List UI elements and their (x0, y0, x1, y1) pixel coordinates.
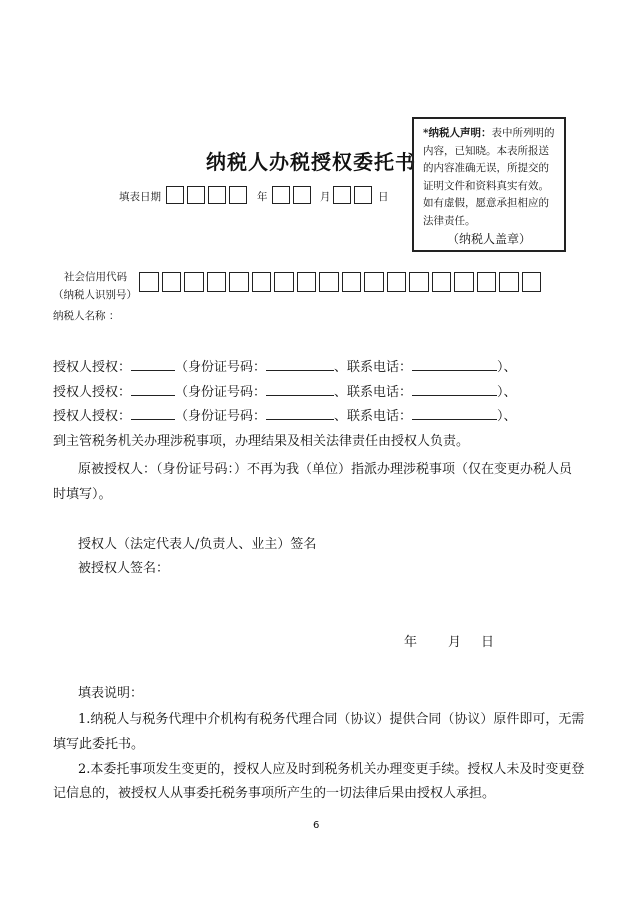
authorizee-row: 授权人授权： （身份证号码： 、联系电话： ）、 (53, 409, 517, 424)
fill-date-day-boxes[interactable] (333, 184, 375, 204)
credit-code-digit-box[interactable] (522, 272, 542, 292)
credit-code-digit-box[interactable] (162, 272, 182, 292)
fill-date-year-boxes[interactable] (166, 184, 250, 204)
year-digit-box[interactable] (208, 186, 226, 204)
former-authorizee-line-2: 时填写）。 (53, 487, 112, 502)
page-number: 6 (313, 820, 320, 831)
bottom-date-day: 日 (481, 635, 495, 650)
year-digit-box[interactable] (229, 186, 247, 204)
credit-code-label: 社会信用代码 (64, 271, 127, 283)
authorizee-row: 授权人授权： （身份证号码： 、联系电话： ）、 (53, 385, 517, 400)
credit-code-digit-box[interactable] (139, 272, 159, 292)
credit-code-digit-box[interactable] (229, 272, 249, 292)
declaration-seal-label: （纳税人盖章） (446, 232, 531, 246)
taxpayer-name-label: 纳税人名称 ： (53, 310, 120, 322)
taxpayer-declaration-box (412, 117, 566, 252)
credit-code-digit-box[interactable] (477, 272, 497, 292)
credit-code-digit-box[interactable] (432, 272, 452, 292)
year-digit-box[interactable] (166, 186, 184, 204)
credit-code-digit-box[interactable] (252, 272, 272, 292)
instruction-item-2: 2.本委托事项发生变更的，授权人应及时到税务机关办理变更手续。授权人未及时变更登 (78, 762, 585, 777)
credit-code-boxes[interactable] (139, 271, 544, 292)
credit-code-digit-box[interactable] (274, 272, 294, 292)
credit-code-digit-box[interactable] (297, 272, 317, 292)
authorizee-name-blank[interactable] (131, 383, 175, 396)
credit-code-digit-box[interactable] (207, 272, 227, 292)
id-number-blank[interactable] (266, 383, 334, 396)
credit-code-digit-box[interactable] (342, 272, 362, 292)
credit-code-digit-box[interactable] (184, 272, 204, 292)
day-digit-box[interactable] (354, 186, 372, 204)
authorizer-signature-label: 授权人（法定代表人/负责人、业主）签名 (78, 537, 317, 552)
credit-code-digit-box[interactable] (454, 272, 474, 292)
document-title: 纳税人办税授权委托书 (206, 150, 416, 174)
id-number-blank[interactable] (266, 358, 334, 371)
month-digit-box[interactable] (272, 186, 290, 204)
authorizee-name-blank[interactable] (131, 358, 175, 371)
credit-code-digit-box[interactable] (499, 272, 519, 292)
instructions-heading: 填表说明： (78, 686, 144, 701)
month-unit: 月 (320, 191, 331, 203)
authorizee-signature-label: 被授权人签名： (78, 561, 170, 576)
id-number-blank[interactable] (266, 407, 334, 420)
year-unit: 年 (257, 191, 268, 203)
fill-date-month-boxes[interactable] (272, 184, 314, 204)
phone-blank[interactable] (412, 383, 497, 396)
body-paragraph: 到主管税务机关办理涉税事项，办理结果及相关法律责任由授权人负责。 (53, 434, 470, 449)
declaration-text: 表中所列明的内容，已知晓。本表所报送的内容准确无误，所提交的证明文件和资料真实有效。如有虚假，愿意承担相应的法律责任。 (423, 127, 555, 227)
phone-blank[interactable] (412, 358, 497, 371)
credit-code-digit-box[interactable] (364, 272, 384, 292)
day-digit-box[interactable] (333, 186, 351, 204)
year-digit-box[interactable] (187, 186, 205, 204)
instruction-item-1-cont: 填写此委托书。 (53, 737, 145, 752)
declaration-heading: *纳税人声明： (423, 127, 492, 139)
fill-date-label: 填表日期 (119, 191, 161, 203)
credit-code-digit-box[interactable] (409, 272, 429, 292)
credit-code-digit-box[interactable] (319, 272, 339, 292)
day-unit: 日 (378, 191, 389, 203)
former-authorizee-line: 原被授权人：（身份证号码：）不再为我（单位）指派办理涉税事项（仅在变更办税人员 (78, 462, 573, 477)
credit-code-digit-box[interactable] (387, 272, 407, 292)
credit-code-sublabel: （纳税人识别号） (53, 289, 137, 301)
authorizee-name-blank[interactable] (131, 407, 175, 420)
month-digit-box[interactable] (293, 186, 311, 204)
instruction-item-2-cont: 记信息的，被授权人从事委托税务事项所产生的一切法律后果由授权人承担。 (53, 786, 496, 801)
instruction-item-1: 1.纳税人与税务代理中介机构有税务代理合同（协议）提供合同（协议）原件即可，无需 (78, 712, 585, 727)
authorizee-row: 授权人授权： （身份证号码： 、联系电话： ）、 (53, 360, 517, 375)
bottom-date-month: 月 (448, 635, 462, 650)
bottom-date-year: 年 (404, 635, 418, 650)
phone-blank[interactable] (412, 407, 497, 420)
